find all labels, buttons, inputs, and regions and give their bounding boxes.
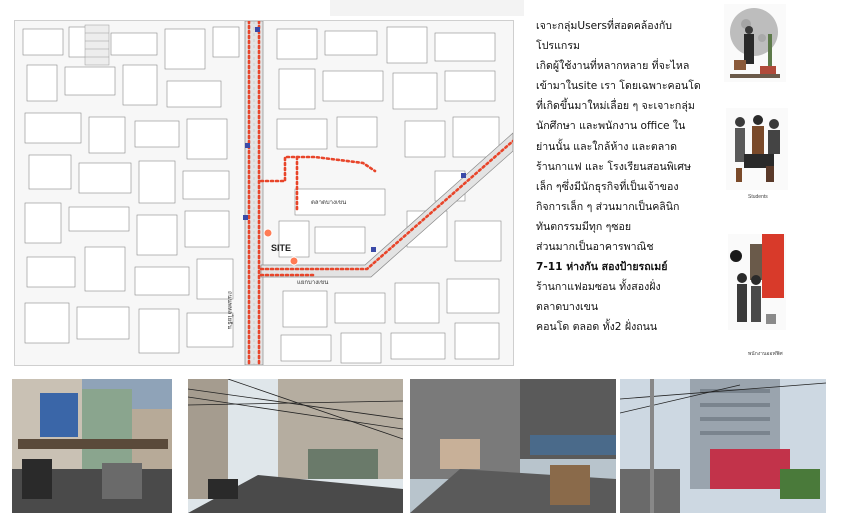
street-photo-2 xyxy=(188,379,403,513)
description-line: เข้ามาในsite เรา โดยเฉพาะคอนโด xyxy=(536,80,701,93)
moon-collage-illustration xyxy=(724,4,786,82)
description-line: ที่เกิดขึ้นมาใหม่เลื่อย ๆ จะเจาะกลุ่ม xyxy=(536,100,695,113)
description-line: โปรแกรม xyxy=(536,40,581,53)
map-drawing xyxy=(15,21,513,365)
description-text xyxy=(536,16,708,338)
office-caption: พนักงานออฟฟิศ xyxy=(748,351,783,357)
students-caption: Students xyxy=(748,194,768,200)
description-line: กิจการเล็ก ๆ ส่วนมากเป็นคลินิก xyxy=(536,200,680,213)
description-line: ส่วนมากเป็นอาคารพาณิช xyxy=(536,241,654,254)
description-line: ทันตกรรมมีทุก ๆซอย xyxy=(536,220,632,233)
street-photo-1 xyxy=(12,379,172,513)
description-line: ตลาดบางเขน xyxy=(536,301,599,314)
office-workers-illustration xyxy=(728,234,786,330)
description-line: คอนโด ตลอด ทั้ง2 ฝั่งถนน xyxy=(536,321,658,334)
street-photo-4 xyxy=(620,379,826,513)
description-line: นักศึกษา และพนักงาน office ใน xyxy=(536,120,686,133)
description-line: 7-11 ห่างกัน สองป้ายรถเมย์ xyxy=(536,261,668,274)
site-map xyxy=(14,20,514,366)
description-line: ย่านนั้น และใกล้ห้าง และตลาด xyxy=(536,140,678,153)
students-illustration xyxy=(726,108,788,190)
description-line: เกิดผู้ใช้งานที่หลากหลาย ที่จะไหล xyxy=(536,60,690,73)
description-line: เล็ก ๆซึ่งมีนักธุรกิจที่เป็นเจ้าของ xyxy=(536,180,679,193)
road-vertical-label: ถนนพหลโยธิน xyxy=(226,291,232,329)
description-line: ร้านกาแฟอมซอน ทั้งสองฝั่ง xyxy=(536,281,661,294)
market-map-label: ตลาดบางเขน xyxy=(311,200,347,206)
street-photo-3 xyxy=(410,379,616,513)
site-label: SITE xyxy=(271,243,292,253)
description-line: เจาะกลุ่มUsersที่สอดคล้องกับ xyxy=(536,20,672,32)
road-bottom-label: แยกบางเขน xyxy=(297,280,329,286)
top-header-tab xyxy=(330,0,524,16)
description-line: ร้านกาแฟ และ โรงเรียนสอนพิเศษ xyxy=(536,160,692,173)
